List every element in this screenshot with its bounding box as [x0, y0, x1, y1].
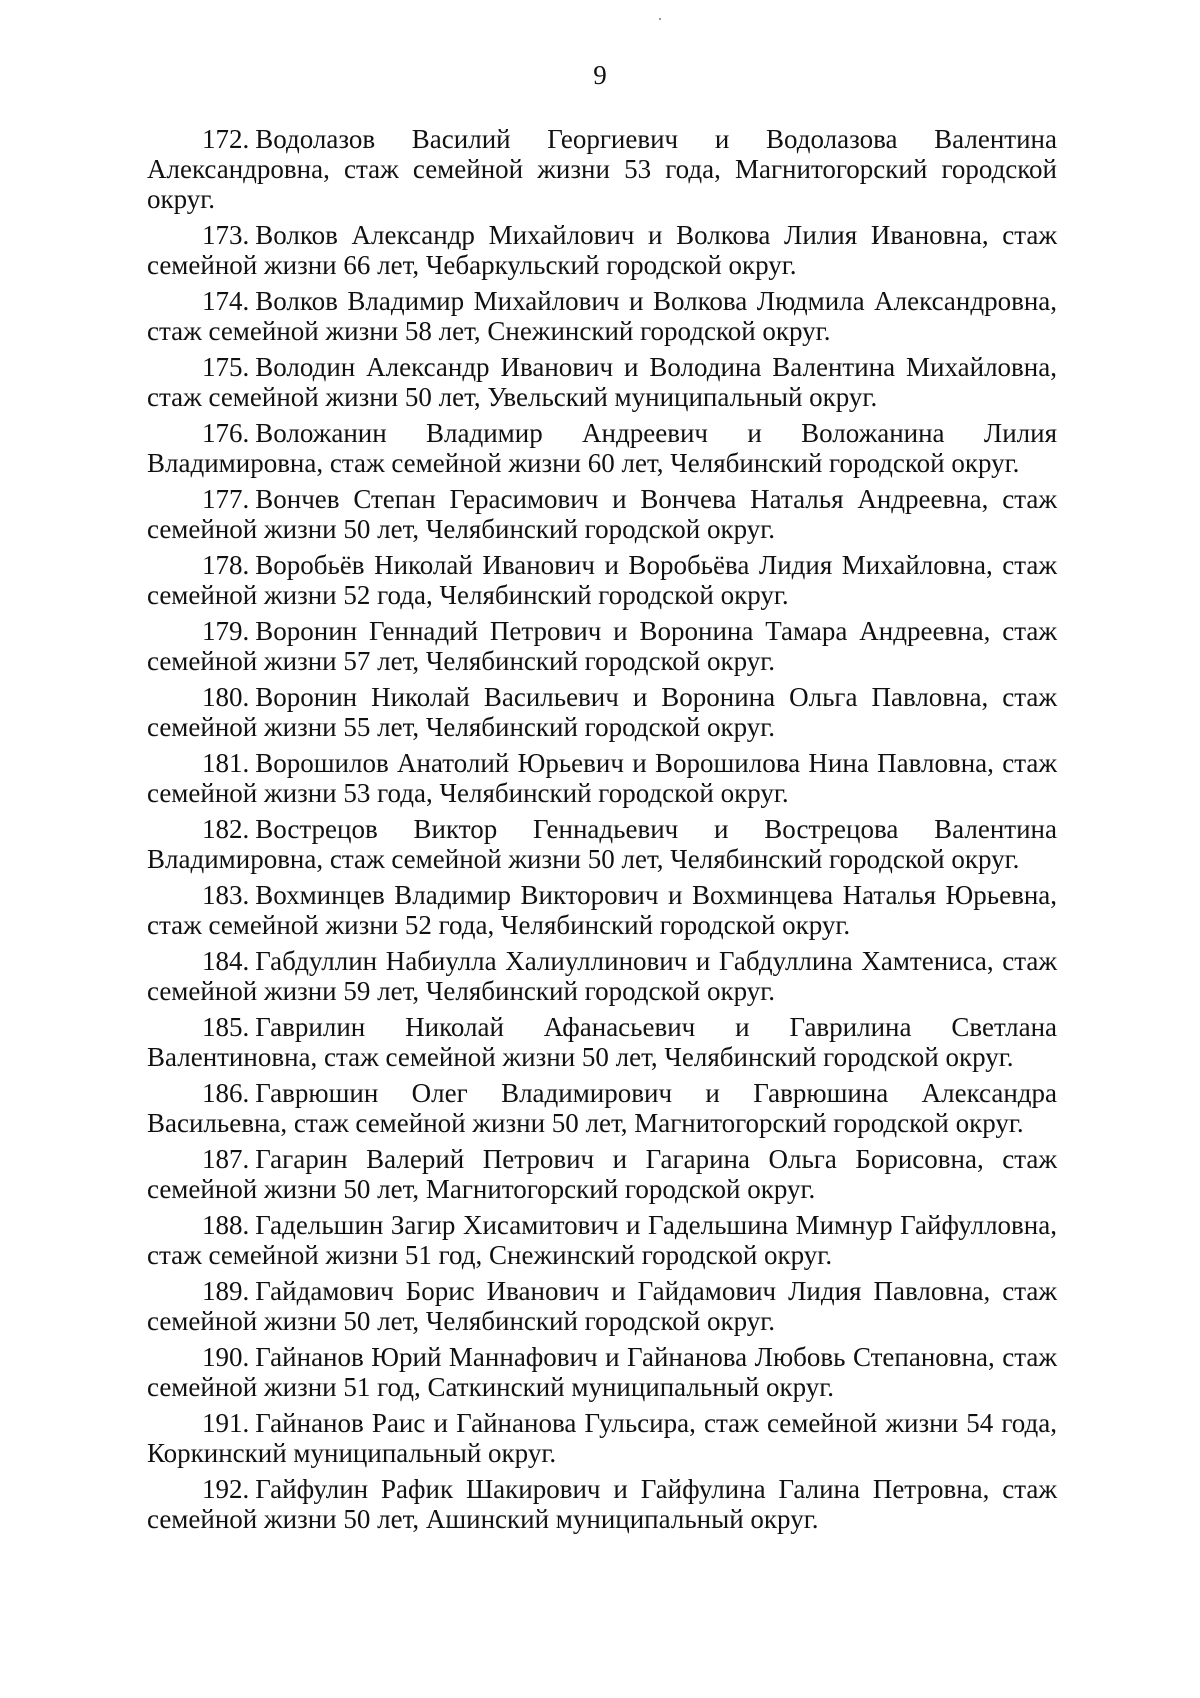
list-item — [147, 286, 1057, 346]
list-item — [147, 1474, 1057, 1534]
list-item — [147, 1210, 1057, 1270]
entry-text: Володин Александр Иванович и Володина Валентина Михайловна, стаж семейной жизни 50 лет, Увельский муниципальный округ. — [147, 352, 1057, 412]
entry-text: Гайфулин Рафик Шакирович и Гайфулина Галина Петровна, стаж семейной жизни 50 лет, Ашинский муниципальный округ. — [147, 1474, 1057, 1534]
scan-speck — [659, 18, 661, 20]
list-item — [147, 352, 1057, 412]
entry-text: Водолазов Василий Георгиевич и Водолазова Валентина Александровна, стаж семейной жизни 53 года, Магнитогорский городской округ. — [147, 124, 1057, 214]
entry-text: Гаврюшин Олег Владимирович и Гаврюшина Александра Васильевна, стаж семейной жизни 50 лет, Магнитогорский городской округ. — [147, 1078, 1057, 1138]
entry-text: Волков Владимир Михайлович и Волкова Людмила Александровна, стаж семейной жизни 58 лет, Снежинский городской округ. — [147, 286, 1057, 346]
entry-text: Воронин Николай Васильевич и Воронина Ольга Павловна, стаж семейной жизни 55 лет, Челябинский городской округ. — [147, 682, 1057, 742]
entry-number: 191. — [202, 1408, 250, 1438]
entry-text: Вохминцев Владимир Викторович и Вохминцева Наталья Юрьевна, стаж семейной жизни 52 года, Челябинский городской округ. — [147, 880, 1057, 940]
entry-list — [147, 124, 1057, 1540]
entry-number: 192. — [202, 1474, 250, 1504]
entry-text: Гаврилин Николай Афанасьевич и Гаврилина Светлана Валентиновна, стаж семейной жизни 50 лет, Челябинский городской округ. — [147, 1012, 1057, 1072]
entry-number: 177. — [202, 484, 250, 514]
list-item — [147, 946, 1057, 1006]
entry-text: Гагарин Валерий Петрович и Гагарина Ольга Борисовна, стаж семейной жизни 50 лет, Магнитогорский городской округ. — [147, 1144, 1057, 1204]
list-item — [147, 550, 1057, 610]
list-item — [147, 1276, 1057, 1336]
entry-number: 190. — [202, 1342, 250, 1372]
entry-number: 185. — [202, 1012, 250, 1042]
entry-number: 184. — [202, 946, 250, 976]
entry-number: 176. — [202, 418, 250, 448]
entry-number: 189. — [202, 1276, 250, 1306]
entry-text: Гадельшин Загир Хисамитович и Гадельшина Мимнур Гайфулловна, стаж семейной жизни 51 год, Снежинский городской округ. — [147, 1210, 1057, 1270]
entry-number: 173. — [202, 220, 250, 250]
entry-number: 181. — [202, 748, 250, 778]
list-item — [147, 1342, 1057, 1402]
entry-text: Габдуллин Набиулла Халиуллинович и Габдуллина Хамтениса, стаж семейной жизни 59 лет, Челябинский городской округ. — [147, 946, 1057, 1006]
list-item — [147, 124, 1057, 214]
entry-text: Вончев Степан Герасимович и Вончева Наталья Андреевна, стаж семейной жизни 50 лет, Челябинский городской округ. — [147, 484, 1057, 544]
entry-number: 172. — [202, 124, 250, 154]
page-number: 9 — [593, 60, 607, 90]
list-item — [147, 1408, 1057, 1468]
list-item — [147, 220, 1057, 280]
entry-text: Гайнанов Юрий Маннафович и Гайнанова Любовь Степановна, стаж семейной жизни 51 год, Саткинский муниципальный округ. — [147, 1342, 1057, 1402]
entry-text: Воробьёв Николай Иванович и Воробьёва Лидия Михайловна, стаж семейной жизни 52 года, Челябинский городской округ. — [147, 550, 1057, 610]
list-item — [147, 1144, 1057, 1204]
list-item — [147, 1078, 1057, 1138]
entry-number: 186. — [202, 1078, 250, 1108]
entry-text: Ворошилов Анатолий Юрьевич и Ворошилова Нина Павловна, стаж семейной жизни 53 года, Челябинский городской округ. — [147, 748, 1057, 808]
list-item — [147, 814, 1057, 874]
entry-number: 174. — [202, 286, 250, 316]
entry-text: Гайдамович Борис Иванович и Гайдамович Лидия Павловна, стаж семейной жизни 50 лет, Челябинский городской округ. — [147, 1276, 1057, 1336]
entry-number: 175. — [202, 352, 250, 382]
list-item — [147, 484, 1057, 544]
entry-text: Воложанин Владимир Андреевич и Воложанина Лилия Владимировна, стаж семейной жизни 60 лет, Челябинский городской округ. — [147, 418, 1057, 478]
entry-text: Воронин Геннадий Петрович и Воронина Тамара Андреевна, стаж семейной жизни 57 лет, Челябинский городской округ. — [147, 616, 1057, 676]
list-item — [147, 880, 1057, 940]
list-item — [147, 682, 1057, 742]
entry-number: 179. — [202, 616, 250, 646]
entry-text: Волков Александр Михайлович и Волкова Лилия Ивановна, стаж семейной жизни 66 лет, Чебаркульский городской округ. — [147, 220, 1057, 280]
entry-number: 183. — [202, 880, 250, 910]
list-item — [147, 1012, 1057, 1072]
entry-text: Гайнанов Раис и Гайнанова Гульсира, стаж семейной жизни 54 года, Коркинский муниципальный округ. — [147, 1408, 1057, 1468]
list-item — [147, 616, 1057, 676]
list-item — [147, 418, 1057, 478]
entry-number: 182. — [202, 814, 250, 844]
entry-text: Вострецов Виктор Геннадьевич и Вострецова Валентина Владимировна, стаж семейной жизни 50 лет, Челябинский городской округ. — [147, 814, 1057, 874]
list-item — [147, 748, 1057, 808]
entry-number: 180. — [202, 682, 250, 712]
entry-number: 187. — [202, 1144, 250, 1174]
entry-number: 188. — [202, 1210, 250, 1240]
entry-number: 178. — [202, 550, 250, 580]
